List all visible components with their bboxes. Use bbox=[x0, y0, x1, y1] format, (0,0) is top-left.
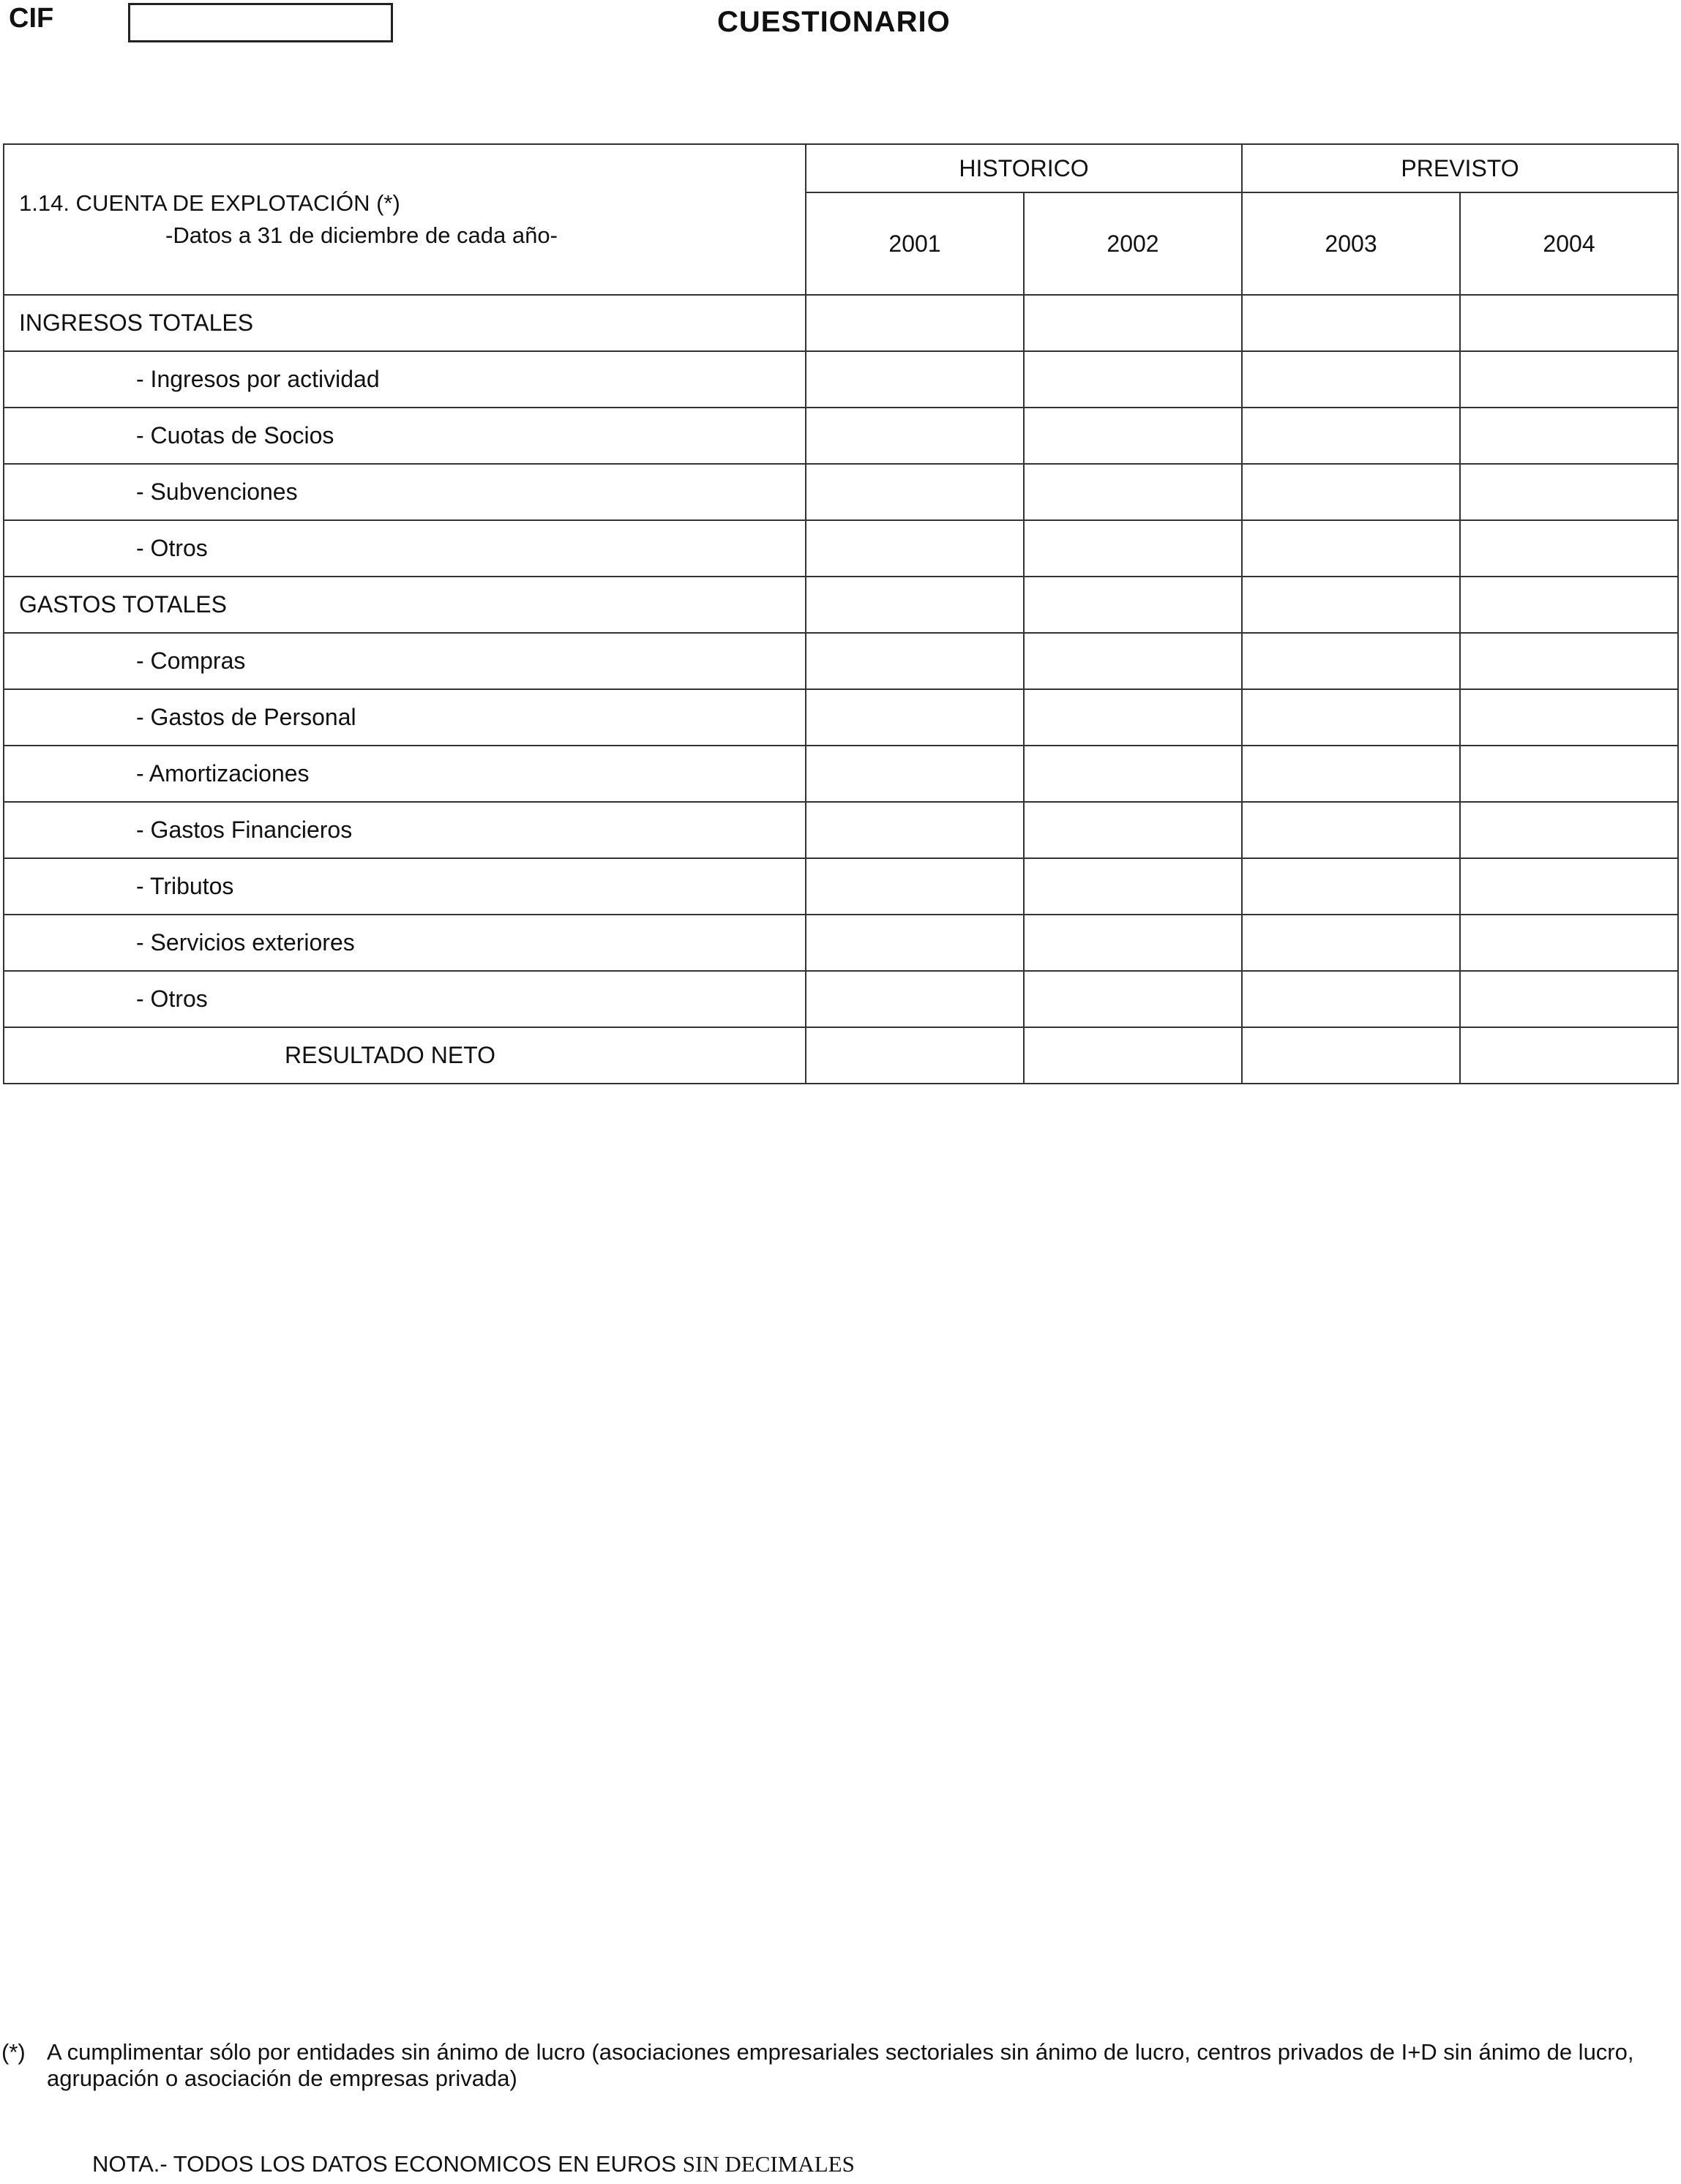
value-cell[interactable] bbox=[1024, 746, 1242, 802]
table-row bbox=[4, 802, 1678, 858]
value-cell[interactable] bbox=[1242, 689, 1460, 746]
value-cell[interactable] bbox=[1242, 408, 1460, 464]
value-cell[interactable] bbox=[1242, 746, 1460, 802]
footnote-text: A cumplimentar sólo por entidades sin ánimo de lucro (asociaciones empresariales sectoriales sin ánimo de lucro, centros privados de I+D sin ánimo de lucro, agrupación o asociación de empresas privada) bbox=[47, 2039, 1634, 2091]
row-label: - Gastos de Personal bbox=[4, 689, 806, 746]
value-cell[interactable] bbox=[806, 971, 1024, 1027]
value-cell[interactable] bbox=[806, 689, 1024, 746]
value-cell[interactable] bbox=[1242, 577, 1460, 633]
section-title-cell bbox=[4, 144, 806, 295]
table-row bbox=[4, 746, 1678, 802]
value-cell[interactable] bbox=[1460, 408, 1678, 464]
value-cell[interactable] bbox=[806, 464, 1024, 520]
value-cell[interactable] bbox=[806, 295, 1024, 351]
value-cell[interactable] bbox=[1242, 915, 1460, 971]
value-cell[interactable] bbox=[1460, 351, 1678, 408]
currency-note bbox=[92, 2150, 855, 2179]
value-cell[interactable] bbox=[1460, 577, 1678, 633]
value-cell[interactable] bbox=[1242, 633, 1460, 689]
value-cell[interactable] bbox=[1460, 971, 1678, 1027]
table-row bbox=[4, 464, 1678, 520]
value-cell[interactable] bbox=[806, 520, 1024, 577]
group-header-forecast: PREVISTO bbox=[1242, 144, 1678, 192]
table-row bbox=[4, 351, 1678, 408]
value-cell[interactable] bbox=[1242, 351, 1460, 408]
value-cell[interactable] bbox=[1024, 858, 1242, 915]
year-header-2001: 2001 bbox=[806, 192, 1024, 295]
row-label: - Amortizaciones bbox=[4, 746, 806, 802]
value-cell[interactable] bbox=[1024, 577, 1242, 633]
value-cell[interactable] bbox=[1460, 464, 1678, 520]
value-cell[interactable] bbox=[1242, 858, 1460, 915]
year-header-2003: 2003 bbox=[1242, 192, 1460, 295]
year-header-2004: 2004 bbox=[1460, 192, 1678, 295]
value-cell[interactable] bbox=[1024, 408, 1242, 464]
cif-label: CIF bbox=[9, 3, 54, 34]
value-cell[interactable] bbox=[1024, 915, 1242, 971]
section-subtitle: -Datos a 31 de diciembre de cada año- bbox=[165, 222, 558, 248]
value-cell[interactable] bbox=[1024, 689, 1242, 746]
value-cell[interactable] bbox=[1024, 520, 1242, 577]
value-cell[interactable] bbox=[1024, 971, 1242, 1027]
value-cell[interactable] bbox=[806, 858, 1024, 915]
value-cell[interactable] bbox=[806, 633, 1024, 689]
value-cell[interactable] bbox=[1024, 464, 1242, 520]
value-cell[interactable] bbox=[1024, 295, 1242, 351]
value-cell[interactable] bbox=[1242, 464, 1460, 520]
value-cell[interactable] bbox=[1024, 351, 1242, 408]
value-cell[interactable] bbox=[1460, 633, 1678, 689]
value-cell[interactable] bbox=[1460, 1027, 1678, 1084]
table-row bbox=[4, 577, 1678, 633]
value-cell[interactable] bbox=[806, 1027, 1024, 1084]
table-row bbox=[4, 971, 1678, 1027]
row-label: - Servicios exteriores bbox=[4, 915, 806, 971]
year-header-2002: 2002 bbox=[1024, 192, 1242, 295]
table-row bbox=[4, 1027, 1678, 1084]
row-label: - Ingresos por actividad bbox=[4, 351, 806, 408]
value-cell[interactable] bbox=[1460, 802, 1678, 858]
row-label: INGRESOS TOTALES bbox=[4, 295, 806, 351]
row-label: - Otros bbox=[4, 520, 806, 577]
value-cell[interactable] bbox=[1460, 858, 1678, 915]
value-cell[interactable] bbox=[1460, 520, 1678, 577]
footnote bbox=[1, 2039, 1641, 2092]
value-cell[interactable] bbox=[1460, 689, 1678, 746]
value-cell[interactable] bbox=[1460, 295, 1678, 351]
table-row bbox=[4, 689, 1678, 746]
value-cell[interactable] bbox=[1460, 915, 1678, 971]
row-label: - Cuotas de Socios bbox=[4, 408, 806, 464]
table-row bbox=[4, 295, 1678, 351]
section-title: 1.14. CUENTA DE EXPLOTACIÓN (*) bbox=[19, 190, 400, 216]
value-cell[interactable] bbox=[806, 351, 1024, 408]
value-cell[interactable] bbox=[1242, 802, 1460, 858]
table-row bbox=[4, 915, 1678, 971]
table-row bbox=[4, 858, 1678, 915]
value-cell[interactable] bbox=[1242, 520, 1460, 577]
cif-input-box[interactable] bbox=[128, 3, 393, 42]
value-cell[interactable] bbox=[1242, 971, 1460, 1027]
group-header-historic: HISTORICO bbox=[806, 144, 1242, 192]
row-label: - Tributos bbox=[4, 858, 806, 915]
value-cell[interactable] bbox=[806, 802, 1024, 858]
row-label: - Subvenciones bbox=[4, 464, 806, 520]
currency-note-suffix: SIN DECIMALES bbox=[682, 2151, 855, 2177]
table-body bbox=[4, 295, 1678, 1084]
row-label: GASTOS TOTALES bbox=[4, 577, 806, 633]
value-cell[interactable] bbox=[1242, 1027, 1460, 1084]
value-cell[interactable] bbox=[806, 577, 1024, 633]
value-cell[interactable] bbox=[1024, 1027, 1242, 1084]
value-cell[interactable] bbox=[806, 746, 1024, 802]
page-title: CUESTIONARIO bbox=[717, 6, 951, 38]
value-cell[interactable] bbox=[1024, 802, 1242, 858]
table-row bbox=[4, 633, 1678, 689]
value-cell[interactable] bbox=[806, 915, 1024, 971]
operating-account-table bbox=[3, 143, 1679, 1084]
currency-note-main: NOTA.- TODOS LOS DATOS ECONOMICOS EN EUROS bbox=[92, 2151, 677, 2177]
row-label: - Compras bbox=[4, 633, 806, 689]
row-label: - Otros bbox=[4, 971, 806, 1027]
row-label: RESULTADO NETO bbox=[4, 1027, 806, 1084]
value-cell[interactable] bbox=[806, 408, 1024, 464]
value-cell[interactable] bbox=[1242, 295, 1460, 351]
value-cell[interactable] bbox=[1460, 746, 1678, 802]
row-label: - Gastos Financieros bbox=[4, 802, 806, 858]
table-row bbox=[4, 408, 1678, 464]
table-row bbox=[4, 520, 1678, 577]
value-cell[interactable] bbox=[1024, 633, 1242, 689]
footnote-mark: (*) bbox=[1, 2039, 26, 2065]
